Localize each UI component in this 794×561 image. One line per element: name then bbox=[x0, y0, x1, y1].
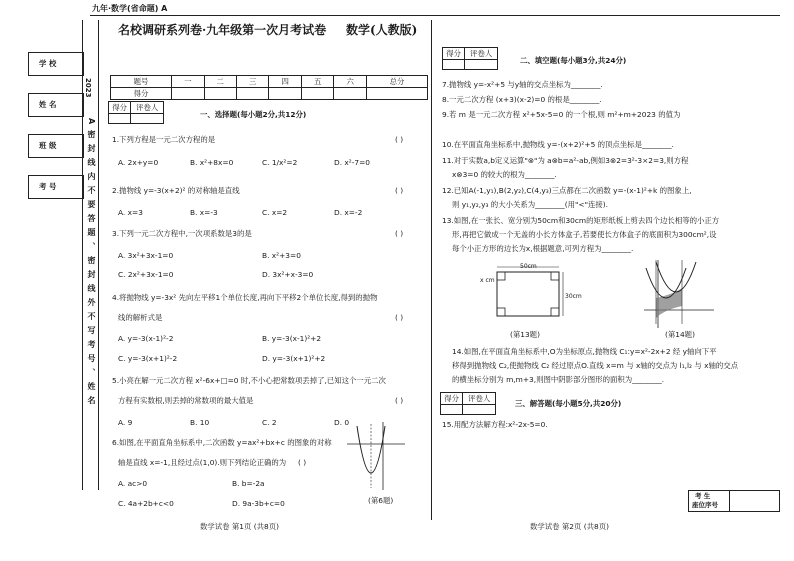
q8-text: 8.一元二次方程 (x+3)(x-2)=0 的根是________. bbox=[442, 95, 602, 104]
school-field[interactable] bbox=[28, 52, 84, 76]
q11-text: 11.对于实数a,b定义运算"⊗"为 a⊗b=a²-ab,例如3⊗2=3²-3×2=3,则方程 bbox=[442, 156, 689, 165]
grader-label: 评卷人 bbox=[465, 48, 498, 60]
score-header-cell: 二 bbox=[204, 76, 236, 88]
q6-stem-cont: 轴是直线 x=-1,且经过点(1,0).则下列结论正确的为 bbox=[118, 458, 287, 467]
q5-option-d[interactable]: D. 0 bbox=[334, 418, 350, 427]
q5-option-c[interactable]: C. 2 bbox=[262, 418, 277, 427]
q1-option-c[interactable]: C. 1/x²=2 bbox=[262, 158, 298, 167]
q5-stem-cont: 方程有实数根,则丢掉的常数项的最大值是 bbox=[118, 396, 254, 405]
footer-page-2: 数学试卷 第2页 (共8页) bbox=[530, 522, 609, 531]
figure-14-parabolas bbox=[642, 258, 716, 330]
q3-answer-paren[interactable]: ( ) bbox=[395, 229, 404, 238]
grader-label: 评卷人 bbox=[463, 393, 496, 405]
q7-text: 7.抛物线 y=-x²+5 与y轴的交点坐标为________. bbox=[442, 80, 603, 89]
score-table-score-row bbox=[111, 88, 428, 100]
figure-13-x-label: x cm bbox=[480, 277, 495, 284]
score-header-cell: 四 bbox=[269, 76, 301, 88]
q1-option-d[interactable]: D. x²-7=0 bbox=[334, 158, 370, 167]
footer-page-1: 数学试卷 第1页 (共8页) bbox=[200, 522, 279, 531]
score-header-cell: 三 bbox=[237, 76, 269, 88]
q12-text: 12.已知A(-1,y₁),B(2,y₂),C(4,y₃)三点都在二次函数 y=-(x-1)²+k 的图象上, bbox=[442, 186, 692, 195]
grader-box-1 bbox=[108, 101, 164, 124]
seal-line-right bbox=[98, 20, 99, 490]
score-header-cell: 总分 bbox=[366, 76, 427, 88]
page-divider bbox=[431, 20, 432, 520]
class-field[interactable] bbox=[28, 134, 84, 158]
figure-13-rectangle bbox=[487, 262, 567, 324]
grader-score-label: 得分 bbox=[443, 48, 465, 60]
grader-box-3 bbox=[440, 392, 496, 415]
grader-name-cell[interactable] bbox=[131, 114, 164, 124]
seat-number-box[interactable] bbox=[688, 490, 780, 512]
figure-13-caption: (第13题) bbox=[510, 330, 540, 339]
score-row-label: 得分 bbox=[111, 88, 172, 100]
section1-title: 一、选择题(每小题2分,共12分) bbox=[200, 110, 307, 119]
figure-13-width-label: 50cm bbox=[520, 263, 537, 270]
grader-name-cell[interactable] bbox=[463, 405, 496, 415]
q13-text-cont2: 每个小正方形的边长为x,根据题意,可列方程为________. bbox=[452, 244, 634, 253]
q4-option-d[interactable]: D. y=-3(x+1)²+2 bbox=[262, 354, 326, 363]
score-table bbox=[110, 75, 428, 100]
grader-label: 评卷人 bbox=[131, 102, 164, 114]
header-rule bbox=[90, 15, 780, 16]
q13-text-cont: 形,再把它做成一个无盖的小长方体盒子,若要使长方体盒子的底面积为300cm²,设 bbox=[452, 230, 717, 239]
q15-text: 15.用配方法解方程:x²-2x-5=0. bbox=[442, 420, 548, 429]
score-cell[interactable] bbox=[237, 88, 269, 100]
q6-answer-paren[interactable]: ( ) bbox=[298, 458, 307, 467]
q6-stem: 6.如图,在平面直角坐标系中,二次函数 y=ax²+bx+c 的图象的对称 bbox=[112, 438, 332, 447]
q14-text-cont: 移得到抛物线 C₂,使抛物线 C₂ 经过原点O.直线 x=m 与 x轴的交点为 l₁,l₂ 与 x轴的交点 bbox=[452, 361, 739, 370]
seat-box-divider bbox=[729, 491, 730, 511]
figure-14-caption: (第14题) bbox=[665, 330, 695, 339]
q4-stem-cont: 线的解析式是 bbox=[118, 313, 163, 322]
grader-name-cell[interactable] bbox=[465, 60, 498, 70]
seal-notice: A密封线内不要答题、密封线外不写考号、姓名 bbox=[87, 118, 96, 411]
q4-stem: 4.将抛物线 y=-3x² 先向左平移1个单位长度,再向下平移2个单位长度,得到的抛物 bbox=[112, 293, 378, 302]
grader-score-label: 得分 bbox=[441, 393, 463, 405]
section3-title: 三、解答题(每小题5分,共20分) bbox=[515, 399, 622, 408]
q6-option-c[interactable]: C. 4a+2b+c<0 bbox=[118, 499, 174, 508]
q5-option-a[interactable]: A. 9 bbox=[118, 418, 133, 427]
q1-option-a[interactable]: A. 2x+y=0 bbox=[118, 158, 159, 167]
score-cell[interactable] bbox=[172, 88, 204, 100]
q4-answer-paren[interactable]: ( ) bbox=[395, 313, 404, 322]
header-label: 九年·数学(省命题) A bbox=[92, 4, 168, 13]
score-cell[interactable] bbox=[366, 88, 427, 100]
q2-stem: 2.抛物线 y=-3(x+2)² 的对称轴是直线 bbox=[112, 186, 240, 195]
score-cell[interactable] bbox=[301, 88, 333, 100]
q4-option-a[interactable]: A. y=-3(x-1)²-2 bbox=[118, 334, 174, 343]
q12-text-cont: 则 y₁,y₂,y₃ 的大小关系为________(用"<"连接). bbox=[452, 200, 608, 209]
score-cell[interactable] bbox=[204, 88, 236, 100]
score-header-cell: 题号 bbox=[111, 76, 172, 88]
q11-text-cont: x⊗3=0 的较大的根为________. bbox=[452, 170, 557, 179]
q4-option-c[interactable]: C. y=-3(x+1)²-2 bbox=[118, 354, 178, 363]
section2-title: 二、填空题(每小题3分,共24分) bbox=[520, 56, 627, 65]
q2-option-b[interactable]: B. x=-3 bbox=[190, 208, 218, 217]
score-header-cell: 一 bbox=[172, 76, 204, 88]
q4-option-b[interactable]: B. y=-3(x-1)²+2 bbox=[262, 334, 322, 343]
exam-title: 名校调研系列卷·九年级第一次月考试卷 bbox=[118, 23, 327, 37]
q14-text-cont2: 的横坐标分别为 m,m+3,则图中阴影部分图形的面积为________. bbox=[452, 375, 665, 384]
q1-answer-paren[interactable]: ( ) bbox=[395, 135, 404, 144]
score-cell[interactable] bbox=[334, 88, 366, 100]
figure-6-parabola bbox=[345, 420, 407, 492]
grader-score-cell[interactable] bbox=[441, 405, 463, 415]
score-cell[interactable] bbox=[269, 88, 301, 100]
figure-13-height-label: 30cm bbox=[565, 293, 582, 300]
q3-option-d[interactable]: D. 3x²+x-3=0 bbox=[262, 270, 314, 279]
seat-label-examinee: 考 生 bbox=[695, 492, 711, 500]
q6-option-b[interactable]: B. b=-2a bbox=[232, 479, 265, 488]
seal-line-left bbox=[82, 20, 83, 490]
school-label: 学 校 bbox=[39, 59, 57, 68]
q5-answer-paren[interactable]: ( ) bbox=[395, 396, 404, 405]
q6-option-d[interactable]: D. 9a-3b+c=0 bbox=[232, 499, 285, 508]
q2-option-c[interactable]: C. x=2 bbox=[262, 208, 288, 217]
exam-subject: 数学(人教版) bbox=[346, 23, 418, 37]
q2-answer-paren[interactable]: ( ) bbox=[395, 186, 404, 195]
q1-option-b[interactable]: B. x²+8x=0 bbox=[190, 158, 234, 167]
score-header-cell: 六 bbox=[334, 76, 366, 88]
class-label: 班 级 bbox=[39, 141, 57, 150]
q3-option-b[interactable]: B. x²+3=0 bbox=[262, 251, 301, 260]
grader-score-cell[interactable] bbox=[443, 60, 465, 70]
score-table-header-row bbox=[111, 76, 428, 88]
name-field[interactable] bbox=[28, 93, 84, 117]
q5-stem: 5.小亮在解一元二次方程 x²-6x+□=0 时,不小心把常数项丢掉了,已知这个一元二次 bbox=[112, 376, 386, 385]
q14-text: 14.如图,在平面直角坐标系中,O为坐标原点,抛物线 C₁:y=x²-2x+2 经 y轴向下平 bbox=[452, 347, 717, 356]
name-label: 姓 名 bbox=[39, 100, 57, 109]
q1-stem: 1.下列方程是一元二次方程的是 bbox=[112, 135, 216, 144]
grader-box-2 bbox=[442, 47, 498, 70]
exam-number-field[interactable] bbox=[28, 175, 84, 199]
q3-stem: 3.下列一元二次方程中,一次项系数是3的是 bbox=[112, 229, 252, 238]
q2-option-d[interactable]: D. x=-2 bbox=[334, 208, 363, 217]
q3-option-a[interactable]: A. 3x²+3x-1=0 bbox=[118, 251, 174, 260]
q6-option-a[interactable]: A. ac>0 bbox=[118, 479, 148, 488]
grader-score-cell[interactable] bbox=[109, 114, 131, 124]
seat-label-number: 座位序号 bbox=[692, 501, 718, 509]
q13-text: 13.如图,在一张长、宽分别为50cm和30cm的矩形纸板上剪去四个边长相等的小正方 bbox=[442, 216, 720, 225]
q10-text: 10.在平面直角坐标系中,抛物线 y=-(x+2)²+5 的顶点坐标是________. bbox=[442, 140, 674, 149]
q5-option-b[interactable]: B. 10 bbox=[190, 418, 210, 427]
q3-option-c[interactable]: C. 2x²+3x-1=0 bbox=[118, 270, 174, 279]
grader-score-label: 得分 bbox=[109, 102, 131, 114]
score-header-cell: 五 bbox=[301, 76, 333, 88]
q9-text: 9.若 m 是一元二次方程 x²+5x-5=0 的一个根,则 m²+m+2023 的值为 bbox=[442, 110, 681, 119]
exam-number-label: 考 号 bbox=[39, 182, 57, 191]
q2-option-a[interactable]: A. x=3 bbox=[118, 208, 143, 217]
figure-6-caption: (第6题) bbox=[368, 496, 394, 505]
year-digits: 2023 bbox=[84, 78, 92, 98]
